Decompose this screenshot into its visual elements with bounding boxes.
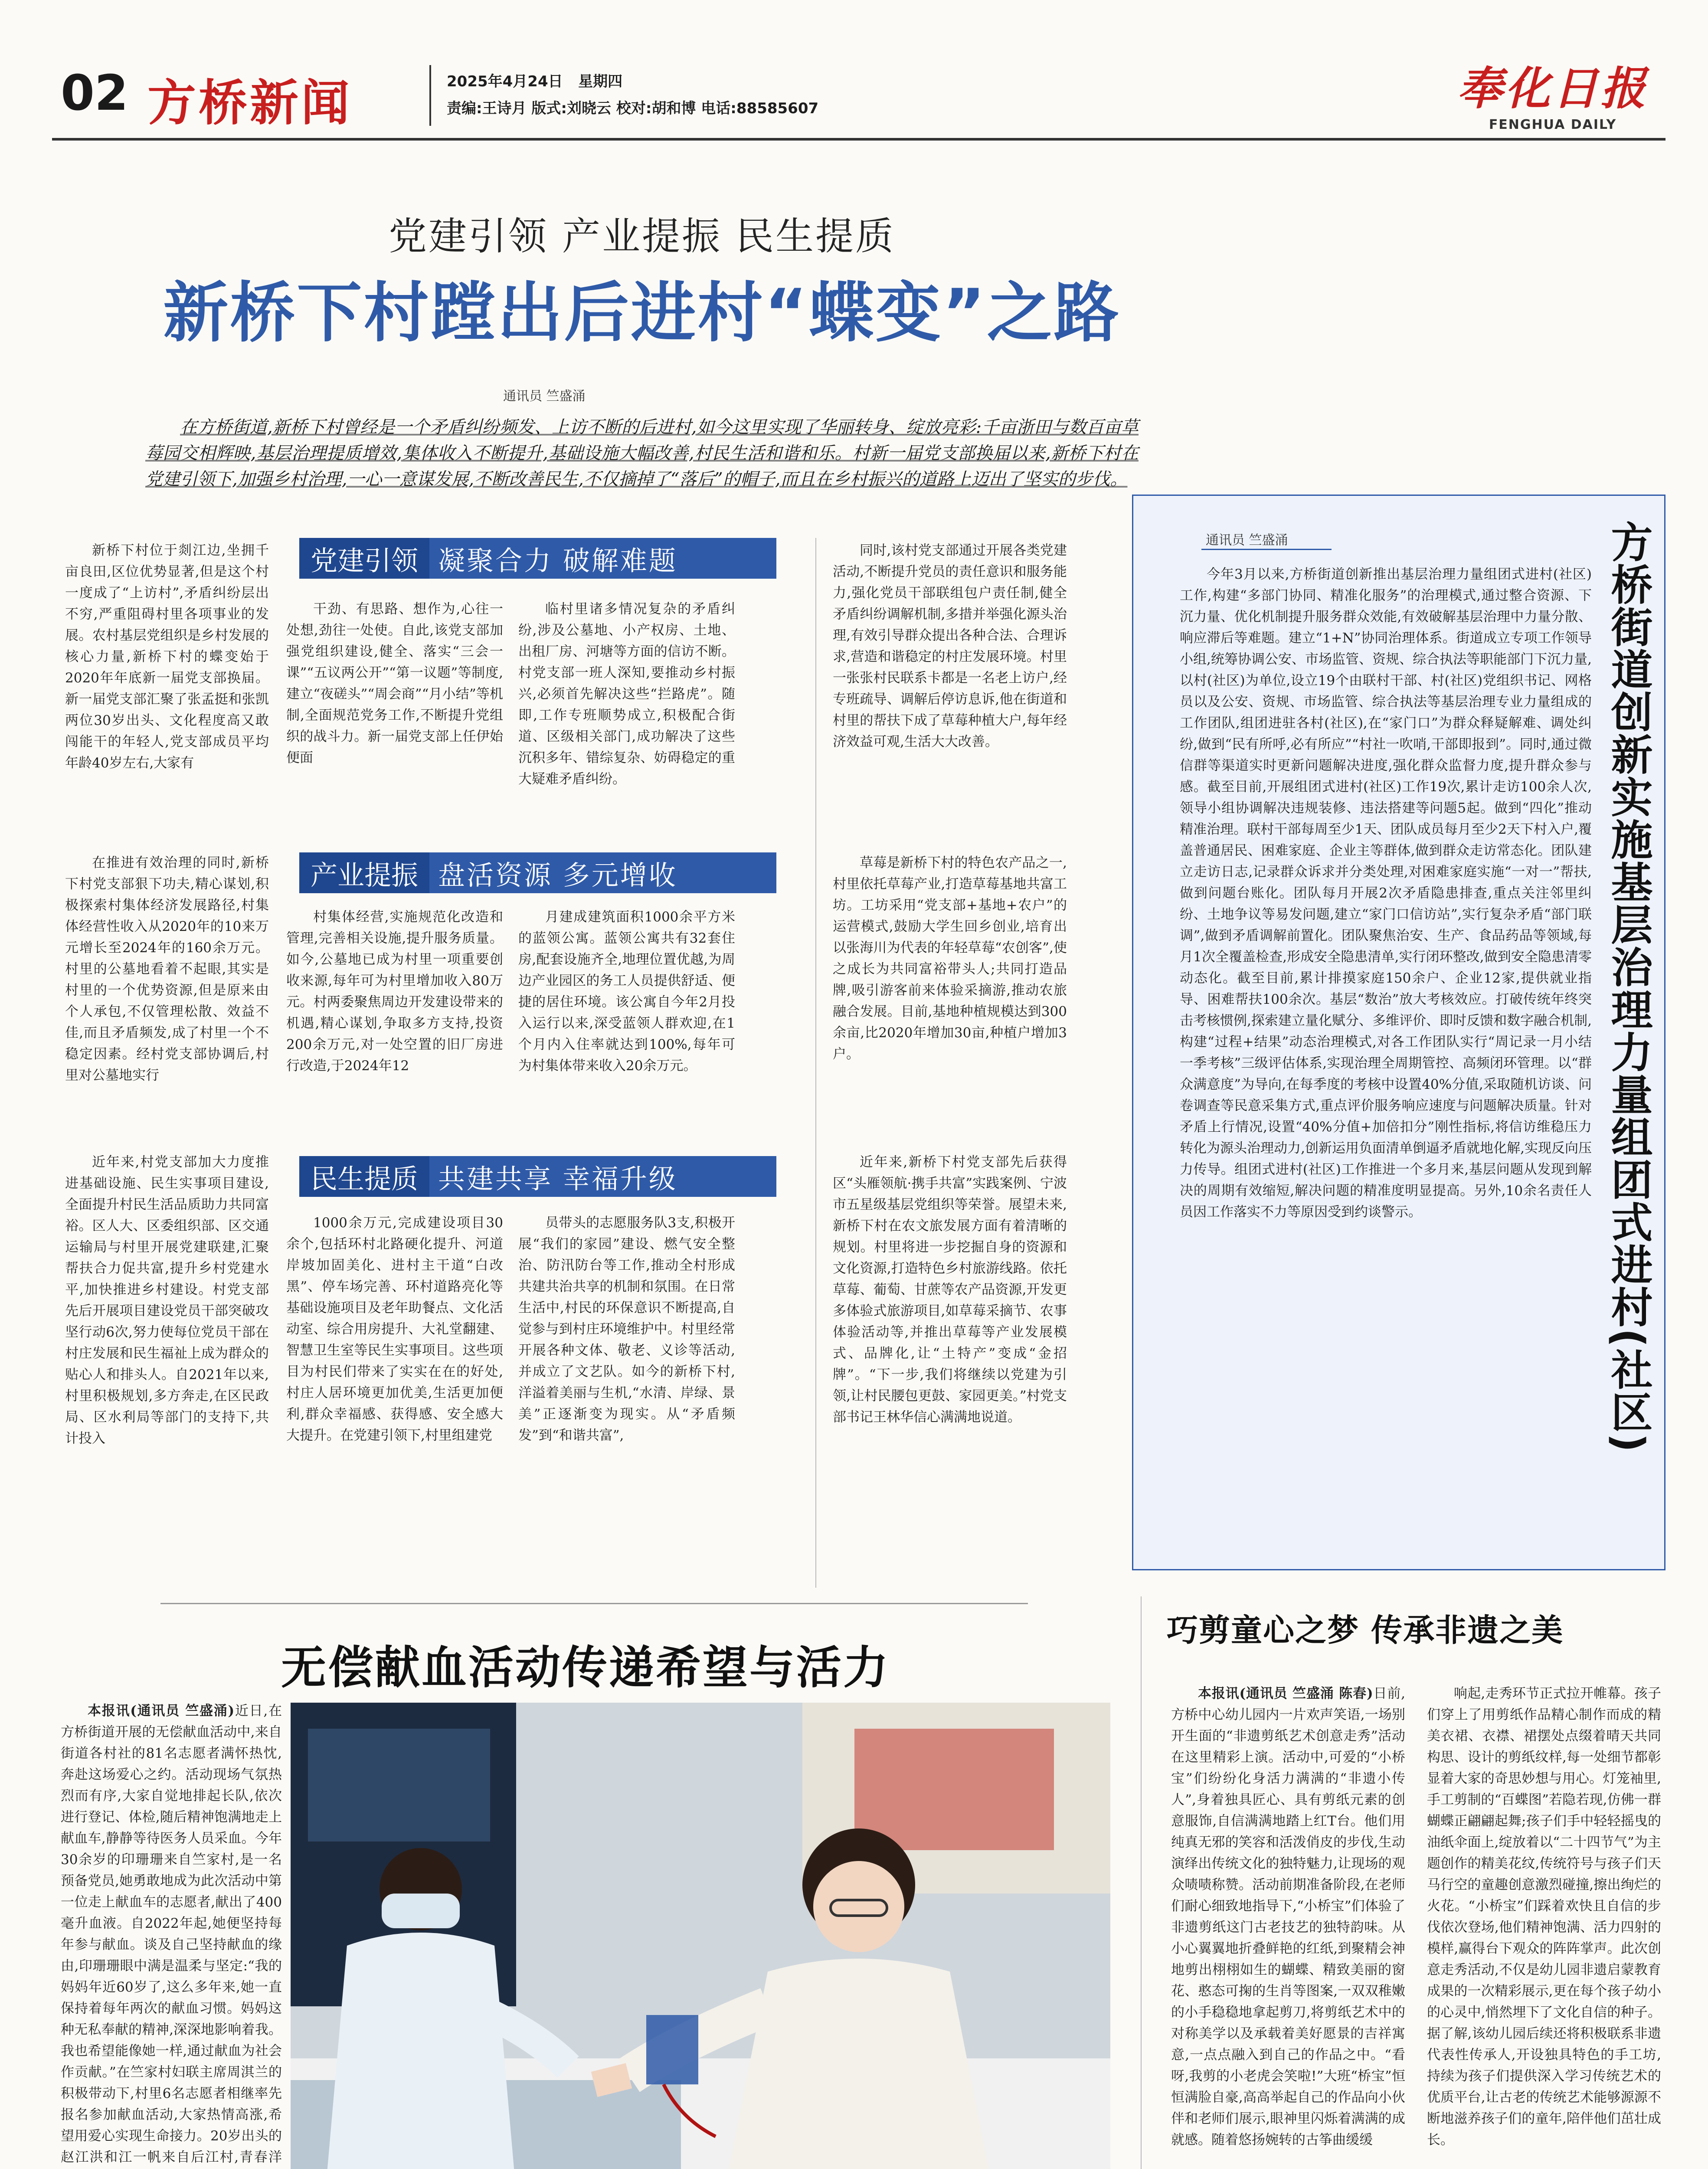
craft-title: 巧剪童心之梦 传承非遗之美 [1167,1612,1564,1648]
blood-title: 无偿献血活动传递希望与活力 [281,1641,890,1694]
main-kicker: 党建引领 产业提振 民生提质 [389,214,895,259]
blood-body-a: 近日,在方桥街道开展的无偿献血活动中,来自街道各村社的81名志愿者满怀热忱,奔赴这场爱心之约。活动现场气氛热烈而有序,大家自觉地排起长队,依次进行登记、体检,随后精神饱满地走上献血车,静静等待医务人员采血。今年30余岁的印珊珊来自竺家村,是一名预备党员,她勇敢地成为此次活动中第一位走上献血车的志愿者,献出了400毫升血液。自2022年起,她便坚持每年参与献血。谈及自己坚持献血的缘由,印珊珊眼中满是温柔与坚定:“我的妈妈年近60岁了,这么多年来,她一直保持着每年两次的献血习惯。妈妈这种无私奉献的精神,深深地影响着我。我也希望能像她一样,通过献血为社会作贡献。”在竺家村妇联主席周淇兰的积极带动下,村里6名志愿者相继率先报名参加献血活动,大家热情高涨,希望用爱心实现生命接力。20岁出头的赵江洪和江一帆来自后江村,青春洋 [61,1703,282,2165]
col-c1: 临村里诸多情况复杂的矛盾纠纷,涉及公墓地、小产权房、土地、出租厂房、河塘等方面的信访不断。村党支部一班人深知,要推动乡村振兴,必须首先解决这些“拦路虎”。随即,工作专班顺势成立,积极配合街道、区级相关部门,成功解决了这些沉积多年、错综复杂、妨碍稳定的重大疑难矛盾纠纷。 [518,601,735,787]
date-text: 2025年4月24日 [447,73,563,90]
craft-byline: 本报讯(通讯员 竺盛涌 陈春) [1198,1686,1373,1701]
paper-name: 奉化日报 [1457,62,1648,115]
section-1-sub: 凝聚合力 破解难题 [438,544,677,577]
craft-body-a: 日前,方桥中心幼儿园内一片欢声笑语,一场别开生面的“非遗剪纸艺术创意走秀”活动在这里精彩上演。活动中,可爱的“小桥宝”们纷纷化身活力满满的“非遗小传人”,身着独具匠心、具有剪纸元素的创意服饰,自信满满地踏上红T台。他们用纯真无邪的笑容和活泼俏皮的步伐,生动演绎出传统文化的独特魅力,让现场的观众啧啧称赞。活动前期准备阶段,在老师们耐心细致地指导下,“小桥宝”们体验了非遗剪纸这门古老技艺的独特韵味。从小心翼翼地折叠鲜艳的红纸,到聚精会神地剪出栩栩如生的蝴蝶、精致美丽的窗花、憨态可掬的生肖等图案,一双双稚嫩的小手稳稳地拿起剪刀,将剪纸艺术中的对称美学以及承载着美好愿景的吉祥寓意,一点点融入到自己的作品之中。“看呀,我剪的小老虎会笑啦!”大班“桥宝”恒恒满脸自豪,高高举起自己的作品向小伙伴和老师们展示,眼神里闪烁着满满的成就感。随着悠扬婉转的古筝曲缓缓 [1171,1686,1405,2148]
col-a3: 近年来,村党支部加大力度推进基础设施、民生实事项目建设,全面提升村民生活品质助力共同富裕。区人大、区委组织部、区交通运输局与村里开展党建联建,汇聚帮扶合力促共富,提升乡村党建水平,加快推进乡村建设。村党支部先后开展项目建设党员干部突破攻坚行动6次,努力使每位党员干部在村庄发展和民生福祉上成为群众的贴心人和排头人。自2021年以来,村里积极规划,多方奔走,在区民政局、区水利局等部门的支持下,共计投入 [65,1154,269,1446]
col-b1: 干劲、有思路、想作为,心往一处想,劲往一处使。自此,该党支部加强党组织建设,健全、落实“三会一课”“五议两公开”“第一议题”等制度,建立“夜磋头”“周会商”“月小结”等机制,全面规范党务工作,不断提升党组织的战斗力。新一届党支部上任伊始便面 [286,601,503,766]
section-3-key: 民生提质 [299,1156,429,1197]
section-band-1 [299,538,776,579]
section-3-sub: 共建共享 幸福升级 [438,1163,677,1195]
craft-text-a [1171,1683,1405,2169]
blood-photo-illustration [291,1703,1110,2169]
col-b3: 1000余万元,完成建设项目30余个,包括环村北路硬化提升、河道岸坡加固美化、进村主干道“白改黑”、停车场完善、环村道路亮化等基础设施项目及老年助餐点、文化活动室、综合用房提升、大礼堂翻建、智慧卫生室等民生实事项目。这些项目为村民们带来了实实在在的好处,村庄人居环境更加优美,生活更加便利,群众幸福感、获得感、安全感大大提升。在党建引领下,村里组建党 [286,1215,503,1443]
weekday-text: 星期四 [578,73,623,90]
column-rule-1 [815,538,816,1588]
col-c3: 员带头的志愿服务队3支,积极开展“我们的家园”建设、燃气安全整治、防汛防台等工作,推动全村形成共建共治共享的机制和氛围。在日常生活中,村民的环保意识不断提高,自觉参与到村庄环境维护中。村里经常开展各种文体、敬老、义诊等活动,并成立了文艺队。如今的新桥下村,洋溢着美丽与生机,“水清、岸绿、景美”正逐渐变为现实。从“矛盾频发”到“和谐共富”, [518,1215,735,1443]
header-rule [52,138,1665,141]
main-bottom-rule [160,1603,1028,1604]
page-number: 02 [61,65,128,121]
main-lead: 在方桥街道,新桥下村曾经是一个矛盾纠纷频发、上访不断的后进村,如今这里实现了华丽转身、绽放亮彩:千亩浙田与数百亩草莓园交相辉映,基层治理提质增效,集体收入不断提升,基础设施大幅改善,村民生活和谐和乐。村新一届党支部换届以来,新桥下村在党建引领下,加强乡村治理,一心一意谋发展,不断改善民生,不仅摘掉了“落后”的帽子,而且在乡村振兴的道路上迈出了坚实的步伐。 [145,417,1139,489]
paper-logo [1440,52,1665,132]
col-c2: 月建成建筑面积1000余平方米的蓝领公寓。蓝领公寓共有32套住房,配套设施齐全,地理位置优越,为周边产业园区的务工人员提供舒适、便捷的居住环境。该公寓自今年2月投入运行以来,深受蓝领人群欢迎,在1个月内入住率就达到100%,每年可为村集体带来收入20余万元。 [518,909,735,1074]
header-staff: 责编:王诗月 版式:刘晓云 校对:胡和博 电话:88585607 [447,100,819,117]
side-byline: 通讯员 竺盛涌 [1206,533,1288,548]
col-d3: 近年来,新桥下村党支部先后获得区“头雁领航·携手共富”实践案例、宁波市五星级基层党组织等荣誉。展望未来,新桥下村在农文旅发展方面有着清晰的规划。村里将进一步挖掘自身的资源和文化资源,打造特色乡村旅游线路。依托草莓、葡萄、甘蔗等农产品资源,开发更多体验式旅游项目,如草莓采摘节、农事体验活动等,并推出草莓等产业发展模式、品牌化,让“土特产”变成“金招牌”。“下一步,我们将继续以党建为引领,让村民腰包更鼓、家园更美。”村党支部书记王林华信心满满地说道。 [833,1154,1067,1425]
col-d1: 同时,该村党支部通过开展各类党建活动,不断提升党员的责任意识和服务能力,强化党员干部联组包户责任制,健全矛盾纠纷调解机制,多措并举强化源头治理,有效引导群众提出各种合法、合理诉求,营造和谐稳定的村庄发展环境。村里一张张村民联系卡都是一名老上访户,经专班疏导、调解后停访息诉,他在街道和村里的帮扶下成了草莓种植大户,每年经济效益可观,生活大大改善。 [833,543,1067,750]
blood-photo [291,1703,1110,2169]
column-rule-2 [1141,1596,1142,2169]
col-d2: 草莓是新桥下村的特色农产品之一,村里依托草莓产业,打造草莓基地共富工坊。工坊采用“党支部+基地+农户”的运营模式,鼓励大学生回乡创业,培育出以张海川为代表的年轻草莓“农创客”,使之成长为共同富裕带头人;共同打造品牌,吸引游客前来体验采摘游,推动农旅融合发展。目前,基地种植规模达到300余亩,比2020年增加30亩,种植户增加3户。 [833,855,1067,1062]
section-1-key: 党建引领 [299,538,429,579]
blood-byline: 本报讯(通讯员 竺盛涌) [88,1703,235,1719]
col-b2: 村集体经营,实施规范化改造和管理,完善相关设施,提升服务质量。如今,公墓地已成为村里一项重要创收来源,每年可为村里增加收入80万元。村两委聚焦周边开发建设带来的机遇,精心谋划,争取多方支持,投资200余万元,对一处空置的旧厂房进行改造,于2024年12 [286,909,503,1074]
header-divider [429,65,431,126]
paper-name-en: FENGHUA DAILY [1489,117,1617,132]
col-a2: 在推进有效治理的同时,新桥下村党支部狠下功夫,精心谋划,积极探索村集体经济发展路径,村集体经营性收入从2020年的10来万元增长至2024年的160余万元。村里的公墓地看着不起眼,其实是村里的一个优势资源,但是原来由个人承包,不仅管理松散、效益不佳,而且矛盾频发,成了村里一个不稳定因素。经村党支部协调后,村里对公墓地实行 [65,855,269,1083]
section-2-sub: 盘活资源 多元增收 [438,859,677,891]
section-2-key: 产业提振 [299,852,429,893]
section-band-2 [299,852,776,893]
section-band-3 [299,1156,776,1197]
page-header [0,0,1708,143]
main-title: 新桥下村蹚出后进村“蝶变”之路 [163,275,1121,351]
main-byline: 通讯员 竺盛涌 [503,389,586,404]
blood-col-a [61,1700,282,2169]
craft-text-b: 响起,走秀环节正式拉开帷幕。孩子们穿上了用剪纸作品精心制作而成的精美衣裙、衣襟、裙摆处点缀着晴天共同构思、设计的剪纸纹样,每一处细节都彰显着大家的奇思妙想与用心。灯笼袖里,手工剪制的“百蝶图”若隐若现,仿佛一群蝴蝶正翩翩起舞;孩子们手中轻轻摇曳的油纸伞面上,绽放着以“二十四节气”为主题创作的精美花纹,传统符号与孩子们天马行空的童趣创意激烈碰撞,擦出绚烂的火花。“小桥宝”们踩着欢快且自信的步伐依次登场,他们精神饱满、活力四射的模样,赢得台下观众的阵阵掌声。此次创意走秀活动,不仅是幼儿园非遗启蒙教育成果的一次精彩展示,更在每个孩子幼小的心灵中,悄然埋下了文化自信的种子。据了解,该幼儿园后续还将积极联系非遗代表性传承人,开设独具特色的手工坊,持续为孩子们提供深入学习传统艺术的优质平台,让古老的传统艺术能够源源不断地滋养孩子们的童年,陪伴他们茁壮成长。 [1427,1686,1661,2148]
side-byline-rule [1201,549,1332,550]
side-text: 今年3月以来,方桥街道创新推出基层治理力量组团式进村(社区)工作,构建“多部门协同、精准化服务”的治理模式,通过整合资源、下沉力量、优化机制提升服务群众效能,有效破解基层治理中力量分散、响应滞后等难题。建立“1+N”协同治理体系。街道成立专项工作领导小组,统筹协调公安、市场监管、资规、综合执法等职能部门下沉力量,以村(社区)为单位,设立19个由联村干部、村(社区)党组织书记、网格员以及公安、资规、市场监管、综合执法等基层治理专业力量组成的工作团队,组团进驻各村(社区),在“家门口”为群众释疑解难、调处纠纷,做到“民有所呼,必有所应”“村社一吹哨,干部即报到”。同时,通过微信群等渠道实时更新问题解决进度,强化群众监督力度,提升群众参与感。截至目前,开展组团式进村(社区)工作19次,累计走访100余人次,领导小组协调解决违规装修、违法搭建等问题5起。做到“四化”推动精准治理。联村干部每周至少1天、团队成员每月至少2天下村入户,覆盖普通居民、困难家庭、企业主等群体,做到群众走访常态化。团队建立走访日志,记录群众诉求并分类处理,对困难家庭实施“一对一”帮扶,做到问题台账化。团队每月开展2次矛盾隐患排查,重点关注邻里纠纷、土地争议等易发问题,建立“家门口信访站”,实行复杂矛盾“部门联调”,做到矛盾调解前置化。团队聚焦治安、生产、食品药品等领域,每月1次全覆盖检查,形成安全隐患清单,实行闭环整改,做到安全隐患清零动态化。截至目前,累计排摸家庭150余户、企业12家,提供就业指导、困难帮扶100余次。基层“数治”放大考核效应。打破传统年终突击考核惯例,探索建立量化赋分、多维评价、即时反馈和数字融合机制,构建“过程+结果”动态治理模式,对各工作团队实行“周记录一月小结一季考核”三级评估体系,实现治理全周期管控、高频闭环管理。以“群众满意度”为导向,在每季度的考核中设置40%分值,采取随机访谈、问卷调查等民意采集方式,重点评价服务响应速度与问题解决质量。针对矛盾上行情况,设置“40%分值+加倍扣分”刚性指标,将信访维稳压力转化为源头治理动力,创新运用负面清单倒逼矛盾就地化解,实现反向压力传导。组团式进村(社区)工作推进一个多月来,基层问题从发现到解决的周期有效缩短,解决问题的精准度明显提高。另外,10余名责任人员因工作落实不力等原因受到约谈警示。 [1180,567,1592,1220]
col-a1: 新桥下村位于剡江边,坐拥千亩良田,区位优势显著,但是这个村一度成了“上访村”,矛盾纠纷层出不穷,严重阻碍村里各项事业的发展。农村基层党组织是乡村发展的核心力量,新桥下村的蝶变始于2020年年底新一届党支部换届。新一届党支部汇聚了张孟挺和张凯两位30岁出头、文化程度高又敢闯能干的年轻人,党支部成员平均年龄40岁左右,大家有 [65,543,269,771]
header-date [447,69,622,91]
section-name: 方桥新闻 [147,75,352,131]
side-title: 方桥街道创新实施基层治理力量组团式进村(社区) [1604,521,1653,1453]
